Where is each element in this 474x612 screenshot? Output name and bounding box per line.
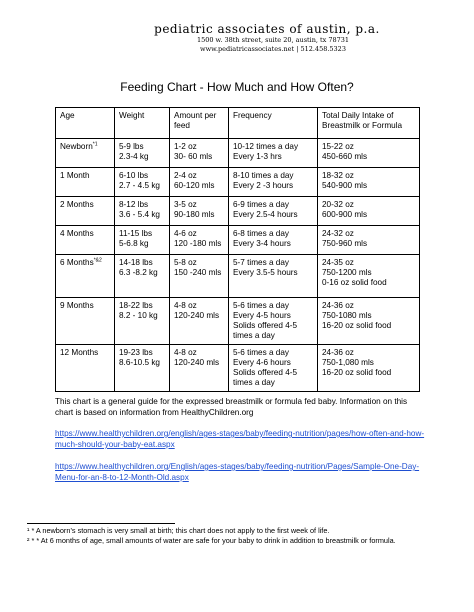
age-cell: Newborn$^{*1}$ — [56, 139, 115, 168]
frequency-cell: 5-7 times a day Every 3.5-5 hours — [229, 255, 318, 298]
column-header-frequency: Frequency — [229, 108, 318, 139]
intro-paragraph: This chart is a general guide for the expressed breastmilk or formula fed baby. Information on this chart is based on information from HealthyChildren.org — [55, 397, 408, 417]
frequency-cell: 6-8 times a day Every 3-4 hours — [229, 226, 318, 255]
frequency-cell: 6-9 times a day Every 2.5-4 hours — [229, 197, 318, 226]
amount-cell: 1-2 oz 30- 60 mls — [170, 139, 229, 168]
amount-cell: 4-8 oz 120-240 mls — [170, 345, 229, 392]
table-row — [56, 255, 420, 298]
table-row — [56, 168, 420, 197]
footnotes — [27, 526, 447, 545]
footnote-marker: *&2 — [93, 257, 102, 264]
weight-cell: 5-9 lbs 2.3-4 kg — [115, 139, 170, 168]
practice-web-phone: www.pediatricassociates.net | 512.458.5323 — [200, 45, 346, 53]
weight-cell: 14-18 lbs 6.3 -8.2 kg — [115, 255, 170, 298]
table-row — [56, 226, 420, 255]
age-cell: 6 Months$^{*\&2}$ — [56, 255, 115, 298]
weight-cell: 11-15 lbs 5-6.8 kg — [115, 226, 170, 255]
practice-address: 1500 w. 38th street, suite 20, austin, tx 78731 — [196, 36, 350, 44]
total-cell: 24-36 oz 750-1080 mls 16-20 oz solid food — [318, 298, 420, 345]
page-title: Feeding Chart - How Much and How Often? — [120, 80, 354, 94]
column-header-amount: Amount per feed — [170, 108, 229, 139]
footnote-divider — [27, 523, 175, 524]
table-header-row — [56, 108, 420, 139]
age-cell: 1 Month — [56, 168, 115, 197]
weight-cell: 6-10 lbs 2.7 - 4.5 kg — [115, 168, 170, 197]
age-cell: 12 Months — [56, 345, 115, 392]
table-row — [56, 298, 420, 345]
total-cell: 24-36 oz 750-1,080 mls 16-20 oz solid food — [318, 345, 420, 392]
feeding-chart-table — [55, 107, 420, 392]
link-sample-menu[interactable]: https://www.healthychildren.org/English/ages-stages/baby/feeding-nutrition/Pages/Sample-One-Day-Menu-for-an-8-to-12-Month-Old.aspx — [55, 462, 420, 482]
total-cell: 15-22 oz 450-660 mls — [318, 139, 420, 168]
table-row — [56, 197, 420, 226]
age-cell: 2 Months — [56, 197, 115, 226]
footnote-marker: *1 — [92, 141, 98, 148]
amount-cell: 5-8 oz 150 -240 mls — [170, 255, 229, 298]
amount-cell: 2-4 oz 60-120 mls — [170, 168, 229, 197]
practice-name: pediatric associates of austin, p.a. — [154, 22, 380, 36]
total-cell: 24-35 oz 750-1200 mls 0-16 oz solid food — [318, 255, 420, 298]
total-cell: 18-32 oz 540-900 mls — [318, 168, 420, 197]
total-cell: 24-32 oz 750-960 mls — [318, 226, 420, 255]
column-header-total: Total Daily Intake of Breastmilk or Formula — [318, 108, 420, 139]
frequency-cell: 8-10 times a day Every 2 -3 hours — [229, 168, 318, 197]
letterhead — [0, 22, 474, 54]
frequency-cell: 5-6 times a day Every 4-5 hours Solids offered 4-5 times a day — [229, 298, 318, 345]
table-row — [56, 345, 420, 392]
frequency-cell: 5-6 times a day Every 4-6 hours Solids offered 4-5 times a day — [229, 345, 318, 392]
amount-cell: 4-6 oz 120 -180 mls — [170, 226, 229, 255]
footnote-1: ¹ * A newborn’s stomach is very small at birth; this chart does not apply to the first week of life. — [27, 526, 330, 535]
weight-cell: 18-22 lbs 8.2 - 10 kg — [115, 298, 170, 345]
age-cell: 9 Months — [56, 298, 115, 345]
age-cell: 4 Months — [56, 226, 115, 255]
column-header-age: Age — [56, 108, 115, 139]
frequency-cell: 10-12 times a day Every 1-3 hrs — [229, 139, 318, 168]
weight-cell: 8-12 lbs 3.6 - 5.4 kg — [115, 197, 170, 226]
total-cell: 20-32 oz 600-900 mls — [318, 197, 420, 226]
footnote-2: ² * * At 6 months of age, small amounts of water are safe for your baby to drink in addition to breastmilk or formula. — [27, 535, 396, 545]
link-how-often-how-much[interactable]: https://www.healthychildren.org/english/ages-stages/baby/feeding-nutrition/pages/how-often-and-how-much-should-your-baby-eat.aspx — [55, 429, 425, 449]
amount-cell: 4-8 oz 120-240 mls — [170, 298, 229, 345]
weight-cell: 19-23 lbs 8.6-10.5 kg — [115, 345, 170, 392]
amount-cell: 3-5 oz 90-180 mls — [170, 197, 229, 226]
column-header-weight: Weight — [115, 108, 170, 139]
table-row — [56, 139, 420, 168]
